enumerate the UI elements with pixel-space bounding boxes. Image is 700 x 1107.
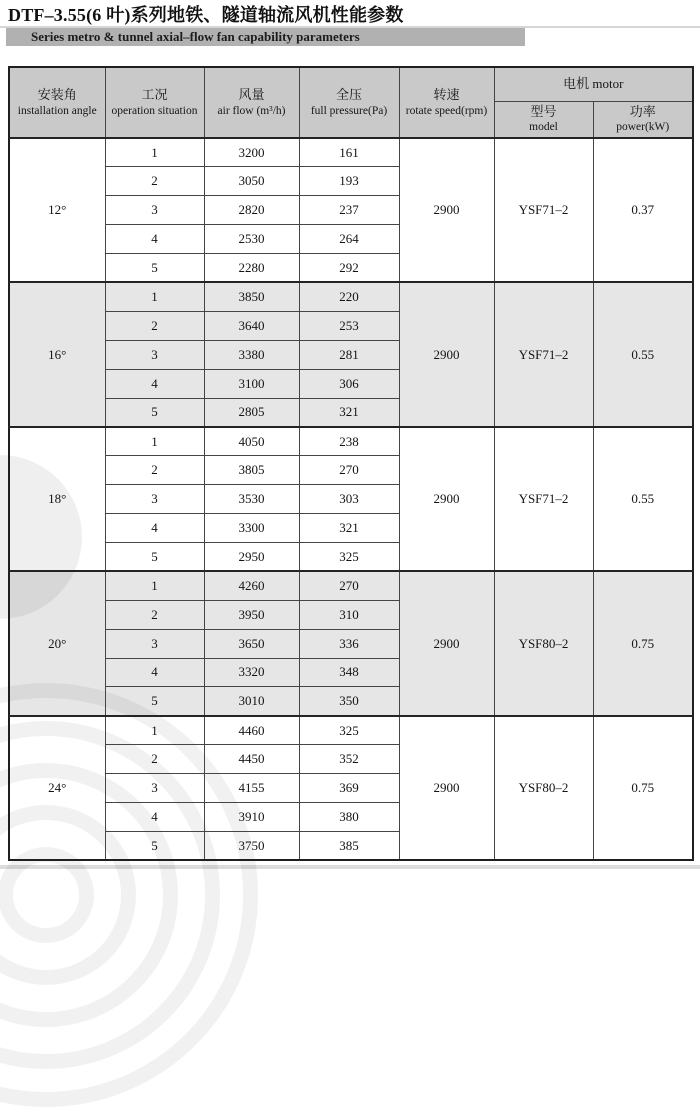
flow-cell: 3950 — [204, 600, 299, 629]
col-header-rotate-speed — [399, 67, 494, 138]
pressure-cell: 193 — [299, 167, 399, 196]
model-cell: YSF71–2 — [494, 138, 593, 282]
angle-cell: 20° — [9, 571, 105, 715]
header-zh: 型号 — [530, 104, 557, 120]
flow-cell: 2950 — [204, 542, 299, 571]
header-en: power(kW) — [616, 121, 670, 134]
situation-cell: 2 — [105, 167, 204, 196]
flow-cell: 3320 — [204, 658, 299, 687]
situation-cell: 5 — [105, 398, 204, 427]
flow-cell: 3010 — [204, 687, 299, 716]
power-cell: 0.75 — [593, 571, 693, 715]
situation-cell: 2 — [105, 311, 204, 340]
pressure-cell: 281 — [299, 340, 399, 369]
angle-group-18 — [9, 427, 693, 571]
page-title: DTF–3.55(6 叶)系列地铁、隧道轴流风机性能参数 — [8, 5, 404, 25]
situation-cell: 4 — [105, 225, 204, 254]
angle-group-24 — [9, 716, 693, 860]
speed-cell: 2900 — [399, 282, 494, 426]
header-en: air flow (m³/h) — [217, 104, 286, 117]
flow-cell: 4155 — [204, 774, 299, 803]
pressure-cell: 325 — [299, 716, 399, 745]
pressure-cell: 385 — [299, 831, 399, 860]
flow-cell: 4450 — [204, 745, 299, 774]
pressure-cell: 348 — [299, 658, 399, 687]
col-header-motor-power — [593, 101, 693, 138]
angle-group-12 — [9, 138, 693, 282]
flow-cell: 3910 — [204, 802, 299, 831]
situation-cell: 5 — [105, 687, 204, 716]
pressure-cell: 237 — [299, 196, 399, 225]
flow-cell: 3050 — [204, 167, 299, 196]
angle-group-20 — [9, 571, 693, 715]
situation-cell: 5 — [105, 254, 204, 283]
subtitle-bar — [6, 28, 525, 46]
flow-cell: 3100 — [204, 369, 299, 398]
pressure-cell: 292 — [299, 254, 399, 283]
situation-cell: 4 — [105, 658, 204, 687]
flow-cell: 3650 — [204, 629, 299, 658]
situation-cell: 3 — [105, 340, 204, 369]
situation-cell: 5 — [105, 831, 204, 860]
situation-cell: 3 — [105, 196, 204, 225]
flow-cell: 3850 — [204, 282, 299, 311]
situation-cell: 1 — [105, 282, 204, 311]
flow-cell: 4260 — [204, 571, 299, 600]
pressure-cell: 350 — [299, 687, 399, 716]
table-row — [9, 571, 693, 600]
situation-cell: 1 — [105, 138, 204, 167]
situation-cell: 4 — [105, 802, 204, 831]
pressure-cell: 336 — [299, 629, 399, 658]
header-zh: 转速 — [433, 87, 460, 103]
situation-cell: 2 — [105, 600, 204, 629]
pressure-cell: 264 — [299, 225, 399, 254]
model-cell: YSF80–2 — [494, 571, 593, 715]
power-cell: 0.75 — [593, 716, 693, 860]
flow-cell: 3750 — [204, 831, 299, 860]
pressure-cell: 321 — [299, 398, 399, 427]
header-en: full pressure(Pa) — [310, 104, 388, 117]
header-zh: 功率 — [629, 104, 656, 120]
pressure-cell: 270 — [299, 571, 399, 600]
power-cell: 0.37 — [593, 138, 693, 282]
situation-cell: 4 — [105, 514, 204, 543]
situation-cell: 1 — [105, 571, 204, 600]
header-zh: 电机 motor — [563, 76, 624, 92]
angle-group-16 — [9, 282, 693, 426]
header-en: installation angle — [17, 104, 97, 117]
angle-cell: 12° — [9, 138, 105, 282]
angle-cell: 18° — [9, 427, 105, 571]
header-en: model — [529, 121, 558, 134]
speed-cell: 2900 — [399, 138, 494, 282]
flow-cell: 3380 — [204, 340, 299, 369]
power-cell: 0.55 — [593, 282, 693, 426]
page-subtitle: Series metro & tunnel axial–flow fan capability parameters — [31, 29, 360, 44]
pressure-cell: 310 — [299, 600, 399, 629]
flow-cell: 3300 — [204, 514, 299, 543]
pressure-cell: 380 — [299, 802, 399, 831]
header-zh: 风量 — [238, 87, 265, 103]
situation-cell: 3 — [105, 629, 204, 658]
header-zh: 工况 — [141, 87, 168, 103]
pressure-cell: 325 — [299, 542, 399, 571]
power-cell: 0.55 — [593, 427, 693, 571]
table-row — [9, 282, 693, 311]
pressure-cell: 321 — [299, 514, 399, 543]
speed-cell: 2900 — [399, 427, 494, 571]
flow-cell: 3640 — [204, 311, 299, 340]
model-cell: YSF71–2 — [494, 427, 593, 571]
speed-cell: 2900 — [399, 571, 494, 715]
situation-cell: 5 — [105, 542, 204, 571]
angle-cell: 16° — [9, 282, 105, 426]
col-header-operation-situation — [105, 67, 204, 138]
table-row — [9, 427, 693, 456]
flow-cell: 3805 — [204, 456, 299, 485]
header-zh: 安装角 — [37, 87, 77, 103]
flow-cell: 2280 — [204, 254, 299, 283]
pressure-cell: 238 — [299, 427, 399, 456]
situation-cell: 4 — [105, 369, 204, 398]
flow-cell: 3530 — [204, 485, 299, 514]
angle-cell: 24° — [9, 716, 105, 860]
header-zh: 全压 — [335, 87, 362, 103]
header-en: rotate speed(rpm) — [405, 104, 488, 117]
table-row — [9, 716, 693, 745]
pressure-cell: 161 — [299, 138, 399, 167]
flow-cell: 3200 — [204, 138, 299, 167]
pressure-cell: 352 — [299, 745, 399, 774]
table-row — [9, 138, 693, 167]
situation-cell: 2 — [105, 456, 204, 485]
flow-cell: 4460 — [204, 716, 299, 745]
model-cell: YSF80–2 — [494, 716, 593, 860]
situation-cell: 3 — [105, 485, 204, 514]
situation-cell: 1 — [105, 716, 204, 745]
pressure-cell: 253 — [299, 311, 399, 340]
col-header-installation-angle — [9, 67, 105, 138]
header-en: operation situation — [111, 104, 198, 117]
pressure-cell: 303 — [299, 485, 399, 514]
col-header-full-pressure — [299, 67, 399, 138]
flow-cell: 4050 — [204, 427, 299, 456]
flow-cell: 2805 — [204, 398, 299, 427]
situation-cell: 3 — [105, 774, 204, 803]
pressure-cell: 369 — [299, 774, 399, 803]
flow-cell: 2530 — [204, 225, 299, 254]
pressure-cell: 270 — [299, 456, 399, 485]
flow-cell: 2820 — [204, 196, 299, 225]
col-header-motor-model — [494, 101, 593, 138]
table-header — [9, 67, 693, 138]
fan-parameters-table — [8, 66, 694, 861]
situation-cell: 1 — [105, 427, 204, 456]
col-header-air-flow — [204, 67, 299, 138]
col-header-motor — [494, 67, 693, 101]
model-cell: YSF71–2 — [494, 282, 593, 426]
pressure-cell: 220 — [299, 282, 399, 311]
pressure-cell: 306 — [299, 369, 399, 398]
speed-cell: 2900 — [399, 716, 494, 860]
situation-cell: 2 — [105, 745, 204, 774]
